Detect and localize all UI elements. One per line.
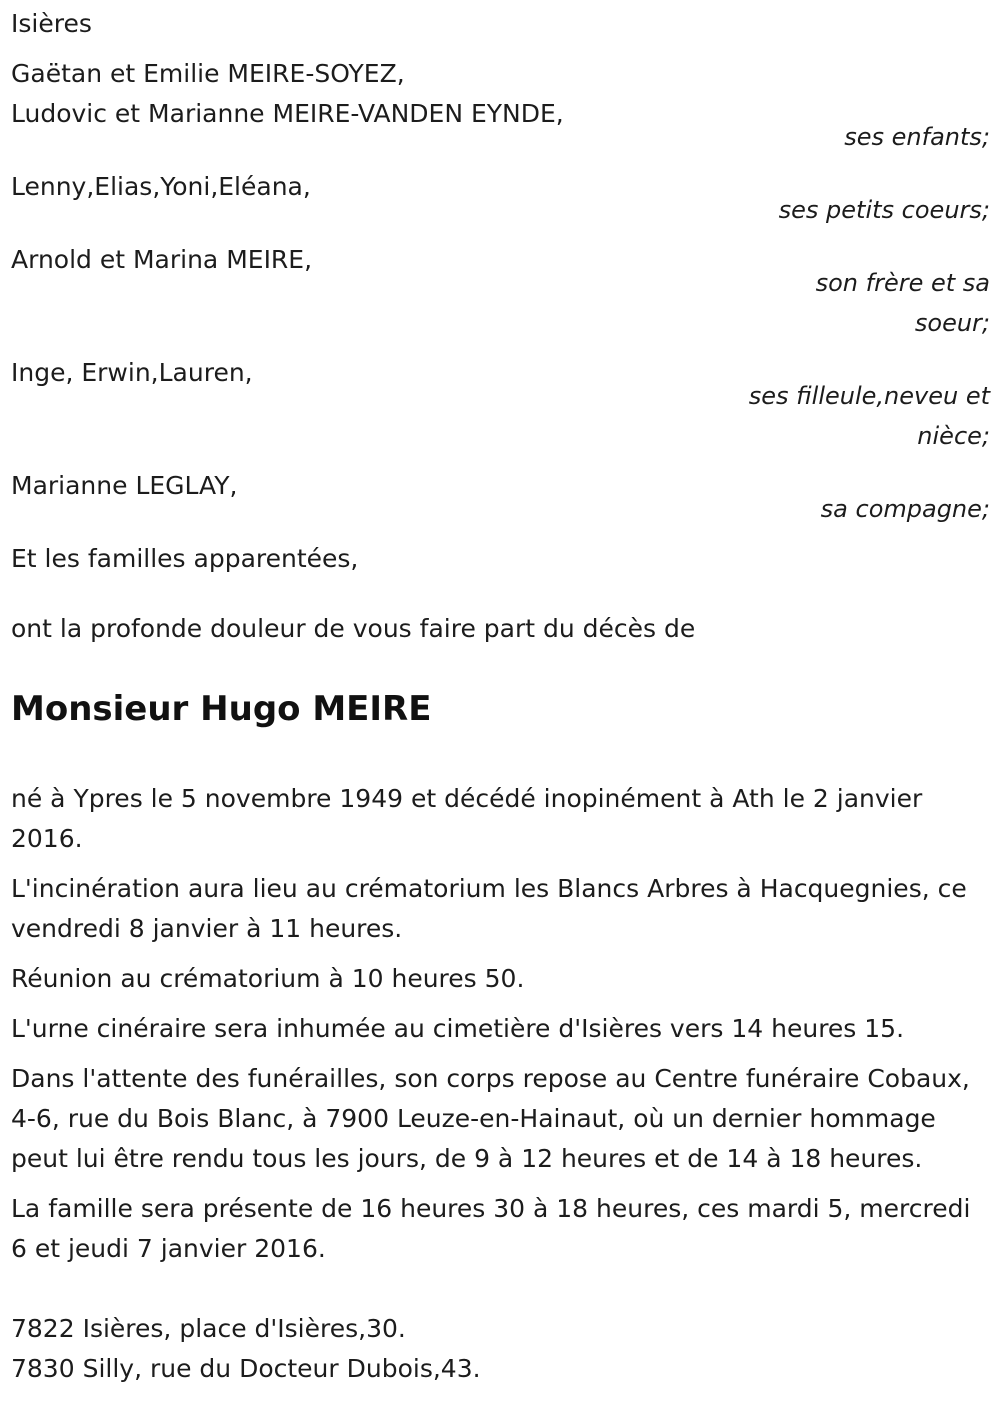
- family-line: Inge, Erwin,Lauren,: [11, 358, 253, 387]
- paragraph-urn: L'urne cinéraire sera inhumée au cimetière d'Isières vers 14 heures 15.: [11, 1014, 905, 1043]
- family-role: [11, 376, 990, 456]
- paragraph-family-presence: La famille sera présente de 16 heures 30 à 18 heures, ces mardi 5, mercredi 6 et jeudi 7 janvier 2016.: [11, 1194, 971, 1263]
- family-line: Gaëtan et Emilie MEIRE-SOYEZ,: [11, 59, 405, 88]
- family-role: [11, 117, 990, 157]
- family-role: [11, 489, 990, 529]
- family-group-godchildren: [11, 353, 990, 456]
- role-text: soeur;: [914, 309, 990, 337]
- address-line: 7822 Isières, place d'Isières,30.: [11, 1314, 406, 1343]
- location-header: Isières: [11, 9, 92, 38]
- announcement-text: ont la profonde douleur de vous faire part du décès de: [11, 614, 696, 643]
- family-group-partner: [11, 466, 990, 529]
- family-group-siblings: [11, 240, 990, 343]
- paragraph-cremation: L'incinération aura lieu au crématorium les Blancs Arbres à Hacquegnies, ce vendredi 8 janvier à 11 heures.: [11, 874, 967, 943]
- obituary-document: [11, 4, 990, 1389]
- family-line: Ludovic et Marianne MEIRE-VANDEN EYNDE,: [11, 99, 564, 128]
- role-text: son frère et sa: [815, 269, 990, 297]
- role-text: ses enfants;: [844, 123, 990, 151]
- role-text: ses filleule,neveu et: [748, 382, 990, 410]
- role-text: sa compagne;: [820, 495, 990, 523]
- family-group-children: [11, 54, 990, 157]
- family-line: Arnold et Marina MEIRE,: [11, 245, 313, 274]
- deceased-name: Monsieur Hugo MEIRE: [11, 689, 432, 729]
- family-group-grandchildren: [11, 167, 990, 230]
- family-line: Marianne LEGLAY,: [11, 471, 238, 500]
- family-line: Lenny,Elias,Yoni,Eléana,: [11, 172, 311, 201]
- family-role: [11, 190, 990, 230]
- family-role: [11, 263, 990, 343]
- spacer: [11, 1279, 990, 1309]
- role-text: nièce;: [917, 422, 990, 450]
- paragraph-meeting: Réunion au crématorium à 10 heures 50.: [11, 964, 525, 993]
- address-line: 7830 Silly, rue du Docteur Dubois,43.: [11, 1354, 481, 1383]
- role-text: ses petits coeurs;: [778, 196, 990, 224]
- paragraph-visitation: Dans l'attente des funérailles, son corps repose au Centre funéraire Cobaux, 4-6, rue du Bois Blanc, à 7900 Leuze-en-Hainaut, où un dernier hommage peut lui être rendu tous les jours, de 9 à 12 heures et de 14 à 18 heures.: [11, 1064, 970, 1173]
- families-line: Et les familles apparentées,: [11, 544, 359, 573]
- paragraph-birth-death: né à Ypres le 5 novembre 1949 et décédé inopinément à Ath le 2 janvier 2016.: [11, 784, 923, 853]
- spacer: [11, 579, 990, 609]
